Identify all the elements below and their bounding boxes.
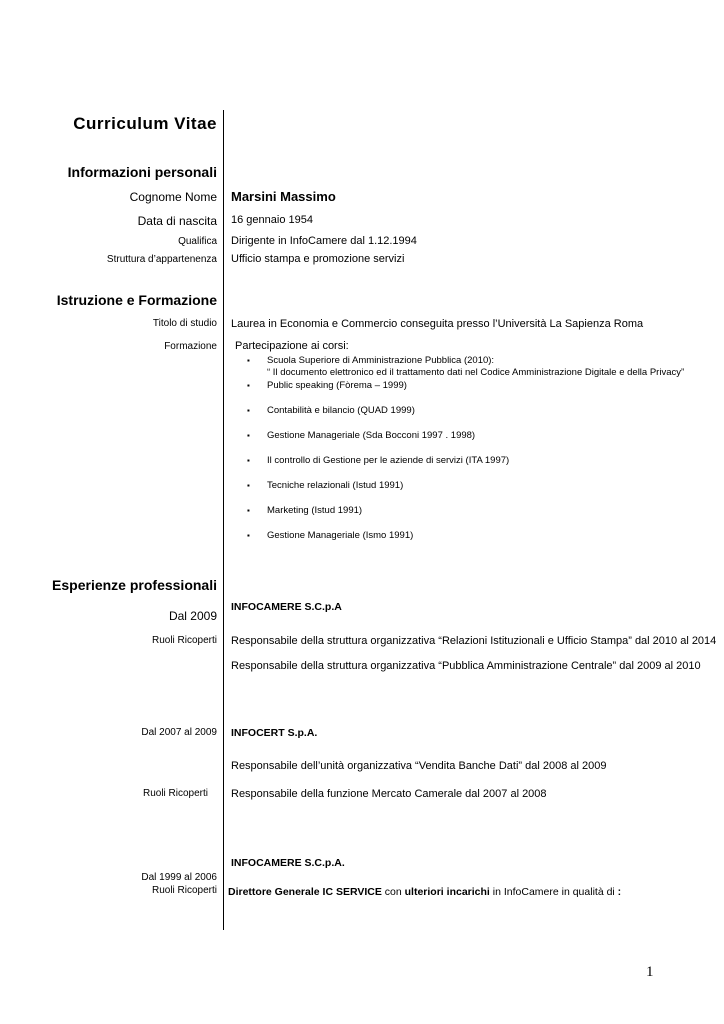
course-item-detail: “ Il documento elettronico ed il trattamento dati nel Codice Amministrazione Digitale e della Privacy” <box>267 367 685 378</box>
section-heading-experience: Esperienze professionali <box>52 577 217 593</box>
job3-role-text: in InfoCamere in qualità di <box>489 886 618 898</box>
job1-role: Responsabile della struttura organizzativa “Relazioni Istituzionali e Ufficio Stampa” dal 2010 al 2014 <box>231 635 717 647</box>
section-heading-education: Istruzione e Formazione <box>56 292 217 308</box>
job2-roles-label: Ruoli Ricoperti <box>142 788 208 799</box>
course-item: Il controllo di Gestione per le aziende di servizi (ITA 1997) <box>267 455 510 466</box>
section-heading-personal: Informazioni personali <box>67 164 217 180</box>
page-number: 1 <box>646 964 654 980</box>
course-item: Marketing (Istud 1991) <box>267 505 363 516</box>
job3-role-title: Direttore Generale IC SERVICE <box>228 886 382 898</box>
bullet-icon: ▪ <box>247 481 250 490</box>
job1-company: INFOCAMERE S.C.p.A <box>231 601 342 613</box>
course-item: Tecniche relazionali (Istud 1991) <box>267 480 404 491</box>
name-label: Cognome Nome <box>129 190 217 204</box>
bullet-icon: ▪ <box>247 506 250 515</box>
bullet-icon: ▪ <box>247 531 250 540</box>
bullet-icon: ▪ <box>247 381 250 390</box>
job3-company: INFOCAMERE S.C.p.A. <box>231 857 345 869</box>
job2-role: Responsabile della funzione Mercato Camerale dal 2007 al 2008 <box>231 788 547 800</box>
job3-role-colon: : <box>617 886 622 898</box>
job2-company: INFOCERT S.p.A. <box>231 727 318 739</box>
course-item: Gestione Manageriale (Ismo 1991) <box>267 530 414 541</box>
course-item: Contabilità e bilancio (QUAD 1999) <box>267 405 415 416</box>
job1-role: Responsabile della struttura organizzativa “Pubblica Amministrazione Centrale” dal 2009 al 2010 <box>231 660 701 672</box>
qualifica-value: Dirigente in InfoCamere dal 1.12.1994 <box>231 235 417 247</box>
course-item: Scuola Superiore di Amministrazione Pubblica (2010): <box>267 355 495 366</box>
formazione-label: Formazione <box>164 341 217 352</box>
qualifica-label: Qualifica <box>178 236 217 247</box>
job1-period: Dal 2009 <box>168 609 217 623</box>
bullet-icon: ▪ <box>247 406 250 415</box>
bullet-icon: ▪ <box>247 456 250 465</box>
course-item: Gestione Manageriale (Sda Bocconi 1997 . 1998) <box>267 430 476 441</box>
struttura-label: Struttura d’appartenenza <box>106 254 217 265</box>
titolo-label: Titolo di studio <box>152 318 217 329</box>
document-title: Curriculum Vitae <box>73 114 217 133</box>
struttura-value: Ufficio stampa e promozione servizi <box>231 253 405 265</box>
formazione-intro: Partecipazione ai corsi: <box>235 340 349 352</box>
birth-value: 16 gennaio 1954 <box>231 214 313 226</box>
name-value: Marsini Massimo <box>231 189 336 204</box>
job3-role <box>228 886 621 898</box>
job3-role-emphasis: ulteriori incarichi <box>404 886 490 898</box>
course-item: Public speaking (Fòrema – 1999) <box>267 380 407 391</box>
bullet-icon: ▪ <box>247 356 250 365</box>
bullet-icon: ▪ <box>247 431 250 440</box>
job2-period: Dal 2007 al 2009 <box>141 727 217 738</box>
job2-role: Responsabile dell’unità organizzativa “Vendita Banche Dati” dal 2008 al 2009 <box>231 760 607 772</box>
titolo-value: Laurea in Economia e Commercio conseguita presso l’Università La Sapienza Roma <box>231 318 644 330</box>
job1-roles-label: Ruoli Ricoperti <box>151 635 217 646</box>
column-divider <box>223 110 224 930</box>
birth-label: Data di nascita <box>137 214 217 228</box>
job3-roles-label: Ruoli Ricoperti <box>151 885 217 896</box>
job3-role-text: con <box>381 886 405 898</box>
job3-period: Dal 1999 al 2006 <box>141 872 217 883</box>
